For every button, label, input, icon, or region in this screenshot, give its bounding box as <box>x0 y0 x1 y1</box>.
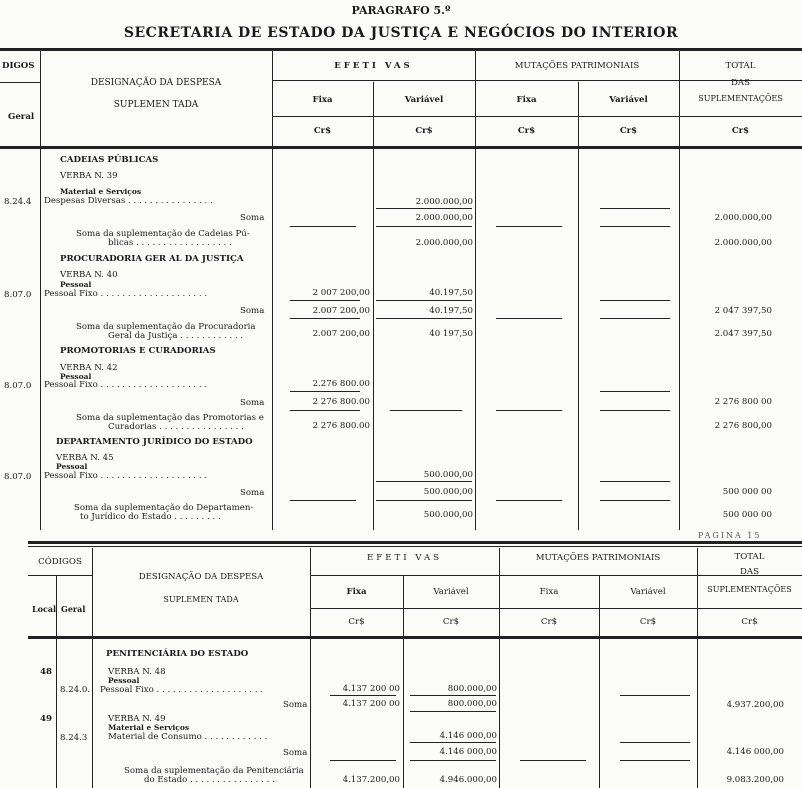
sum-rule <box>290 410 360 411</box>
suplementada-header: SUPLEMEN TADA <box>163 595 239 604</box>
item-label: Material de Consumo . . . . . . . . . . . . <box>108 732 268 742</box>
suplementacoes-header: SUPLEMENTAÇÕES <box>698 94 783 103</box>
value-variavel: 500.000,00 <box>423 487 473 497</box>
sum-rule <box>376 318 472 319</box>
col-divider <box>373 82 374 530</box>
suplementacoes-header: SUPLEMENTAÇÕES <box>707 585 792 594</box>
currency-label: Cr$ <box>313 126 332 136</box>
category-label: Pessoal <box>108 676 140 685</box>
fixa-header: Fixa <box>312 95 333 105</box>
currency-label: Cr$ <box>731 126 750 136</box>
sum-rule <box>600 300 670 301</box>
sum-rule <box>496 318 562 319</box>
value-variavel: 4.946.000,00 <box>439 775 497 785</box>
rule <box>28 546 802 547</box>
soma-label: Soma <box>240 213 265 223</box>
currency-label: Cr$ <box>619 126 638 136</box>
col-divider <box>679 50 680 530</box>
sum-rule <box>290 318 360 319</box>
section-title: CADEIAS PÚBLICAS <box>60 155 159 165</box>
sum-rule <box>290 300 360 301</box>
col-divider <box>475 50 476 530</box>
sum-rule <box>496 226 562 227</box>
value-total: 2.000.000,00 <box>714 213 772 223</box>
codigos-header: DIGOS <box>2 61 35 71</box>
mut-variavel-header: Variável <box>609 95 648 105</box>
total-header: TOTAL <box>734 552 765 562</box>
code-geral: 8.07.0 <box>4 472 32 482</box>
subtotal-label: Soma da suplementação do Departamen- <box>74 503 254 513</box>
category-label: Pessoal <box>56 462 88 471</box>
code-geral: 8.07.0 <box>4 290 32 300</box>
verba-label: VERBA N. 42 <box>60 363 118 373</box>
sum-rule <box>376 300 472 301</box>
item-label: Despesas Diversas . . . . . . . . . . . . . . . . <box>44 196 213 206</box>
code-geral: 8.07.0 <box>4 381 32 391</box>
code-geral: 8.24.3 <box>60 733 88 743</box>
currency-label: Cr$ <box>348 617 365 627</box>
sum-rule <box>390 410 462 411</box>
value-total: 4.146 000,00 <box>726 747 784 757</box>
sum-rule <box>330 760 396 761</box>
fixa-header: Fixa <box>346 587 367 597</box>
verba-label: VERBA N. 40 <box>60 270 118 280</box>
value-total: 500 000 00 <box>722 487 772 497</box>
geral-header: Geral <box>8 112 35 122</box>
value-variavel: 2.000.000,00 <box>415 238 473 248</box>
efetivas-header: EFETI VAS <box>334 61 413 71</box>
code-geral: 8.24.0. <box>60 685 91 695</box>
sum-rule <box>600 410 670 411</box>
subtotal-label: Soma da suplementação da Procuradoria <box>76 322 256 332</box>
paragraph-label: PARAGRAFO 5.º <box>351 4 451 17</box>
sum-rule <box>290 391 360 392</box>
code-local: 49 <box>40 714 52 724</box>
das-header: DAS <box>731 78 750 88</box>
col-divider <box>40 50 41 530</box>
subtotal-label: Curadorias . . . . . . . . . . . . . . . . <box>108 422 244 432</box>
subtotal-label: Soma da suplementação de Cadeias Pú- <box>76 229 250 239</box>
total-header: TOTAL <box>725 61 756 71</box>
mut-fixa-header: Fixa <box>539 587 559 597</box>
item-label: Pessoal Fixo . . . . . . . . . . . . . . . . . . . . <box>100 685 264 695</box>
sum-rule <box>600 391 670 392</box>
sum-rule <box>600 226 670 227</box>
value-total: 9.083.200,00 <box>726 775 784 785</box>
value-total: 2.000.000,00 <box>714 238 772 248</box>
geral-header: Geral <box>61 604 86 614</box>
value-variavel: 40.197,50 <box>429 306 473 316</box>
item-label: Pessoal Fixo . . . . . . . . . . . . . . . . . . . . <box>44 380 208 390</box>
col-divider <box>92 548 93 788</box>
col-divider <box>599 576 600 788</box>
category-label: Material e Serviços <box>60 187 142 196</box>
sum-rule <box>600 481 670 482</box>
col-divider <box>272 50 273 530</box>
sum-rule <box>496 500 562 501</box>
value-fixa: 2.007 200,00 <box>312 329 370 339</box>
currency-label: Cr$ <box>639 617 657 627</box>
value-fixa: 2 007 200,00 <box>312 288 370 298</box>
value-total: 2 276 800 00 <box>714 397 772 407</box>
subtotal-label: Geral da Justiça . . . . . . . . . . . . <box>108 331 244 341</box>
verba-label: VERBA N. 48 <box>108 667 166 677</box>
mut-variavel-header: Variável <box>630 587 666 597</box>
value-fixa: 2.007 200,00 <box>312 306 370 316</box>
value-fixa: 4.137.200,00 <box>342 775 400 785</box>
value-variavel: 4.146 000,00 <box>439 731 497 741</box>
section-title: PROCURADORIA GER AL DA JUSTIÇA <box>60 254 244 264</box>
verba-label: VERBA N. 49 <box>108 714 166 724</box>
soma-label: Soma <box>240 306 265 316</box>
section-title: DEPARTAMENTO JURÍDICO DO ESTADO <box>56 437 253 447</box>
value-total: 500 000 00 <box>722 510 772 520</box>
variavel-header: Variável <box>404 95 444 105</box>
soma-label: Soma <box>283 748 308 758</box>
subtotal-label: to Jurídico do Estado . . . . . . . . . <box>80 512 221 522</box>
mutacoes-header: MUTAÇÕES PATRIMONIAIS <box>535 553 661 563</box>
value-fixa: 4.137 200 00 <box>342 699 400 709</box>
sum-rule <box>410 742 496 743</box>
mutacoes-header: MUTAÇÕES PATRIMONIAIS <box>514 61 640 71</box>
value-variavel: 40 197,50 <box>429 329 473 339</box>
value-total: 2 047 397,50 <box>714 306 772 316</box>
code-geral: 8.24.4 <box>4 197 32 207</box>
category-label: Pessoal <box>60 280 92 289</box>
value-total: 2.047 397,50 <box>714 329 772 339</box>
sum-rule <box>290 500 356 501</box>
designacao-header: DESIGNAÇÃO DA DESPESA <box>138 572 264 582</box>
rule <box>0 146 802 149</box>
sum-rule <box>410 711 496 712</box>
subtotal-label: do Estado . . . . . . . . . . . . . . . . <box>144 775 275 785</box>
sum-rule <box>600 500 670 501</box>
das-header: DAS <box>740 567 759 577</box>
sum-rule <box>620 760 690 761</box>
sum-rule <box>376 481 472 482</box>
currency-label: Cr$ <box>415 126 433 136</box>
currency-label: Cr$ <box>517 126 536 136</box>
rule <box>0 48 802 51</box>
value-variavel: 500.000,00 <box>423 470 473 480</box>
col-divider <box>56 576 57 788</box>
verba-label: VERBA N. 45 <box>56 453 114 463</box>
section-title: PENITENCIÁRIA DO ESTADO <box>106 649 249 659</box>
category-label: Material e Serviços <box>108 723 190 732</box>
soma-label: Soma <box>240 398 265 408</box>
table-separator <box>28 541 802 544</box>
col-divider <box>499 548 500 788</box>
value-variavel: 40.197,50 <box>429 288 473 298</box>
value-fixa: 2.276 800.00 <box>312 379 370 389</box>
value-variavel: 2.000.000,00 <box>415 213 473 223</box>
value-variavel: 4.146 000,00 <box>439 747 497 757</box>
variavel-header: Variável <box>433 587 469 597</box>
sum-rule <box>410 695 496 696</box>
rule <box>28 636 802 639</box>
soma-label: Soma <box>240 488 265 498</box>
col-divider <box>310 548 311 788</box>
sum-rule <box>520 760 586 761</box>
rule <box>272 116 802 117</box>
sum-rule <box>410 760 496 761</box>
sum-rule <box>376 500 472 501</box>
col-divider <box>578 82 579 530</box>
suplementada-header: SUPLEMEN TADA <box>113 100 199 110</box>
item-label: Pessoal Fixo . . . . . . . . . . . . . . . . . . . . <box>44 289 208 299</box>
currency-label: Cr$ <box>741 617 758 627</box>
category-label: Pessoal <box>60 372 92 381</box>
sum-rule <box>376 226 472 227</box>
sum-rule <box>620 695 690 696</box>
currency-label: Cr$ <box>442 617 460 627</box>
value-variavel: 800.000,00 <box>447 684 497 694</box>
rule <box>28 575 92 576</box>
sum-rule <box>376 208 472 209</box>
sum-rule <box>600 208 670 209</box>
designacao-header: DESIGNAÇÃO DA DESPESA <box>90 78 222 88</box>
page-number: PAGINA 15 <box>698 531 762 540</box>
verba-label: VERBA N. 39 <box>60 171 118 181</box>
sum-rule <box>290 226 356 227</box>
sum-rule <box>496 410 562 411</box>
subtotal-label: blicas . . . . . . . . . . . . . . . . . . <box>108 238 232 248</box>
codigos-header: CÓDIGOS <box>38 557 82 567</box>
rule <box>0 82 40 83</box>
rule <box>310 608 802 609</box>
efetivas-header: EFETI VAS <box>366 553 443 563</box>
sum-rule <box>620 742 690 743</box>
value-variavel: 800.000,00 <box>447 699 497 709</box>
item-label: Pessoal Fixo . . . . . . . . . . . . . . . . . . . . <box>44 471 208 481</box>
sum-rule <box>330 695 396 696</box>
page-title: SECRETARIA DE ESTADO DA JUSTIÇA E NEGÓCIOS DO INTERIOR <box>123 25 679 41</box>
value-fixa: 4.137 200 00 <box>342 684 400 694</box>
subtotal-label: Soma da suplementação das Promotorias e <box>76 413 264 423</box>
mut-fixa-header: Fixa <box>516 95 537 105</box>
section-title: PROMOTORIAS E CURADORIAS <box>60 346 216 356</box>
value-total: 2 276 800,00 <box>714 421 772 431</box>
code-local: 48 <box>40 667 52 677</box>
value-variavel: 2.000.000,00 <box>415 197 473 207</box>
col-divider <box>403 576 404 788</box>
subtotal-label: Soma da suplementação da Penitenciária <box>124 766 304 776</box>
soma-label: Soma <box>283 700 308 710</box>
local-header: Local <box>32 604 57 614</box>
currency-label: Cr$ <box>540 617 558 627</box>
value-total: 4.937.200,00 <box>726 700 784 710</box>
sum-rule <box>600 318 670 319</box>
value-variavel: 500.000,00 <box>423 510 473 520</box>
value-fixa: 2 276 800.00 <box>312 397 370 407</box>
value-fixa: 2 276 800.00 <box>312 421 370 431</box>
